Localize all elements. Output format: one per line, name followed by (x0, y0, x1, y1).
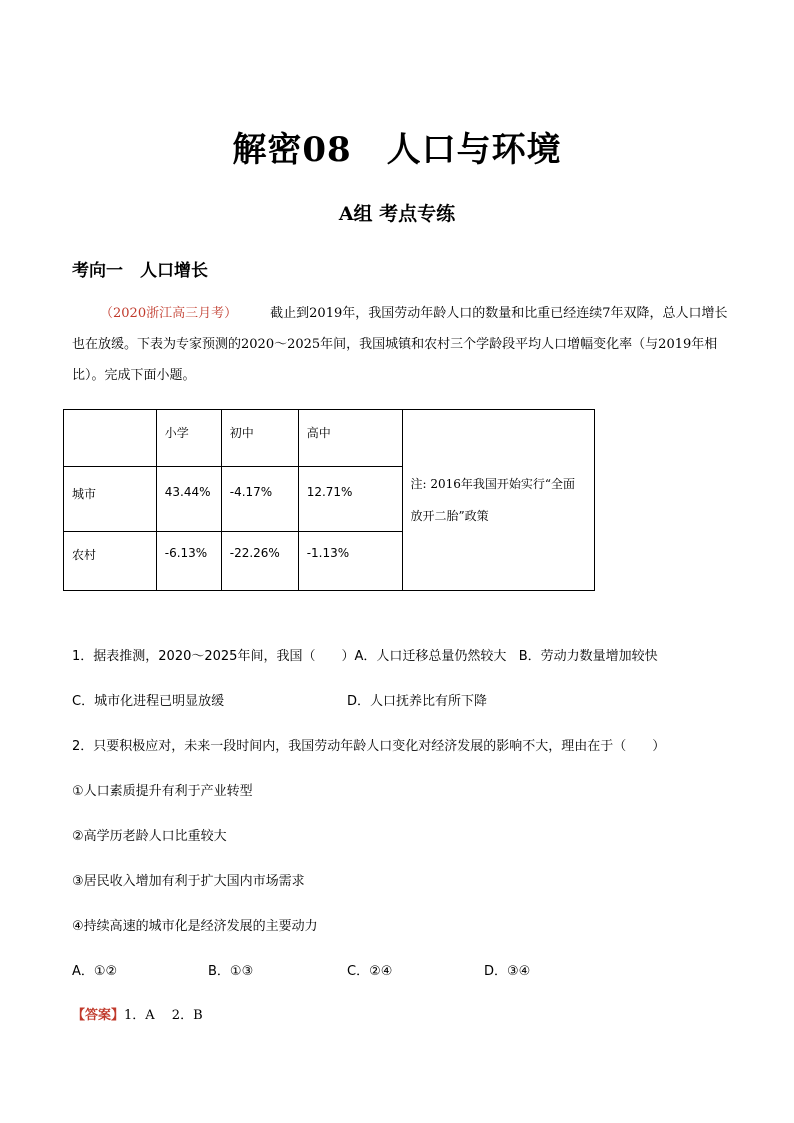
table-header-cell: 小学 (156, 410, 221, 467)
data-table (63, 409, 595, 591)
statement-item: ④持续高速的城市化是经济发展的主要动力 (72, 919, 318, 934)
option-d: D．③④ (484, 964, 531, 979)
option-c: C．②④ (347, 964, 393, 979)
table-header-cell: 初中 (221, 410, 298, 467)
section-title: 考向一 人口增长 (72, 261, 208, 281)
table-header-cell: 高中 (298, 410, 402, 467)
table-cell: -22.26% (221, 532, 298, 591)
option-b: B．劳动力数量增加较快 (518, 649, 658, 664)
answer-line (72, 1004, 203, 1023)
table-cell: 12.71% (298, 467, 402, 532)
intro-text: 截止到2019年，我国劳动年龄人口的数量和比重已经连续7年双降，总人口增长也在放缓。下表为专家预测的2020～2025年间，我国城镇和农村三个学龄段平均人口增幅变化率（与2019年相比）。完成下面小题。 (72, 306, 728, 383)
table-header-cell (64, 410, 157, 467)
table-cell: -1.13% (298, 532, 402, 591)
option-a: A．人口迁移总量仍然较大 (354, 649, 507, 664)
statement-item: ①人口素质提升有利于产业转型 (72, 784, 253, 799)
intro-paragraph (72, 298, 732, 391)
table-note: 注: 2016年我国开始实行“全面放开二胎”政策 (402, 410, 594, 591)
table-cell: -4.17% (221, 467, 298, 532)
option-c: C．城市化进程已明显放缓 (72, 694, 225, 709)
option-d: D．人口抚养比有所下降 (347, 694, 488, 709)
group-title: A组 考点专练 (338, 203, 456, 225)
table-header-row (64, 410, 595, 467)
row-label: 城市 (64, 467, 157, 532)
question-1-stem: 1．据表推测，2020～2025年间，我国（ ） (72, 649, 355, 664)
row-label: 农村 (64, 532, 157, 591)
option-a: A．①② (72, 964, 118, 979)
question-1 (72, 645, 658, 664)
statement-item: ③居民收入增加有利于扩大国内市场需求 (72, 874, 305, 889)
table-cell: 43.44% (156, 467, 221, 532)
table-cell: -6.13% (156, 532, 221, 591)
answer-label: 【答案】 (72, 1008, 125, 1023)
option-b: B．①③ (208, 964, 254, 979)
answer-text: 1．A 2．B (124, 1008, 203, 1023)
question-source: （2020浙江高三月考） (100, 306, 238, 321)
statement-item: ②高学历老龄人口比重较大 (72, 829, 227, 844)
page-title: 解密08 人口与环境 (232, 130, 562, 170)
question-2-stem: 2．只要积极应对，未来一段时间内，我国劳动年龄人口变化对经济发展的影响不大，理由在于（ ） (72, 739, 666, 754)
